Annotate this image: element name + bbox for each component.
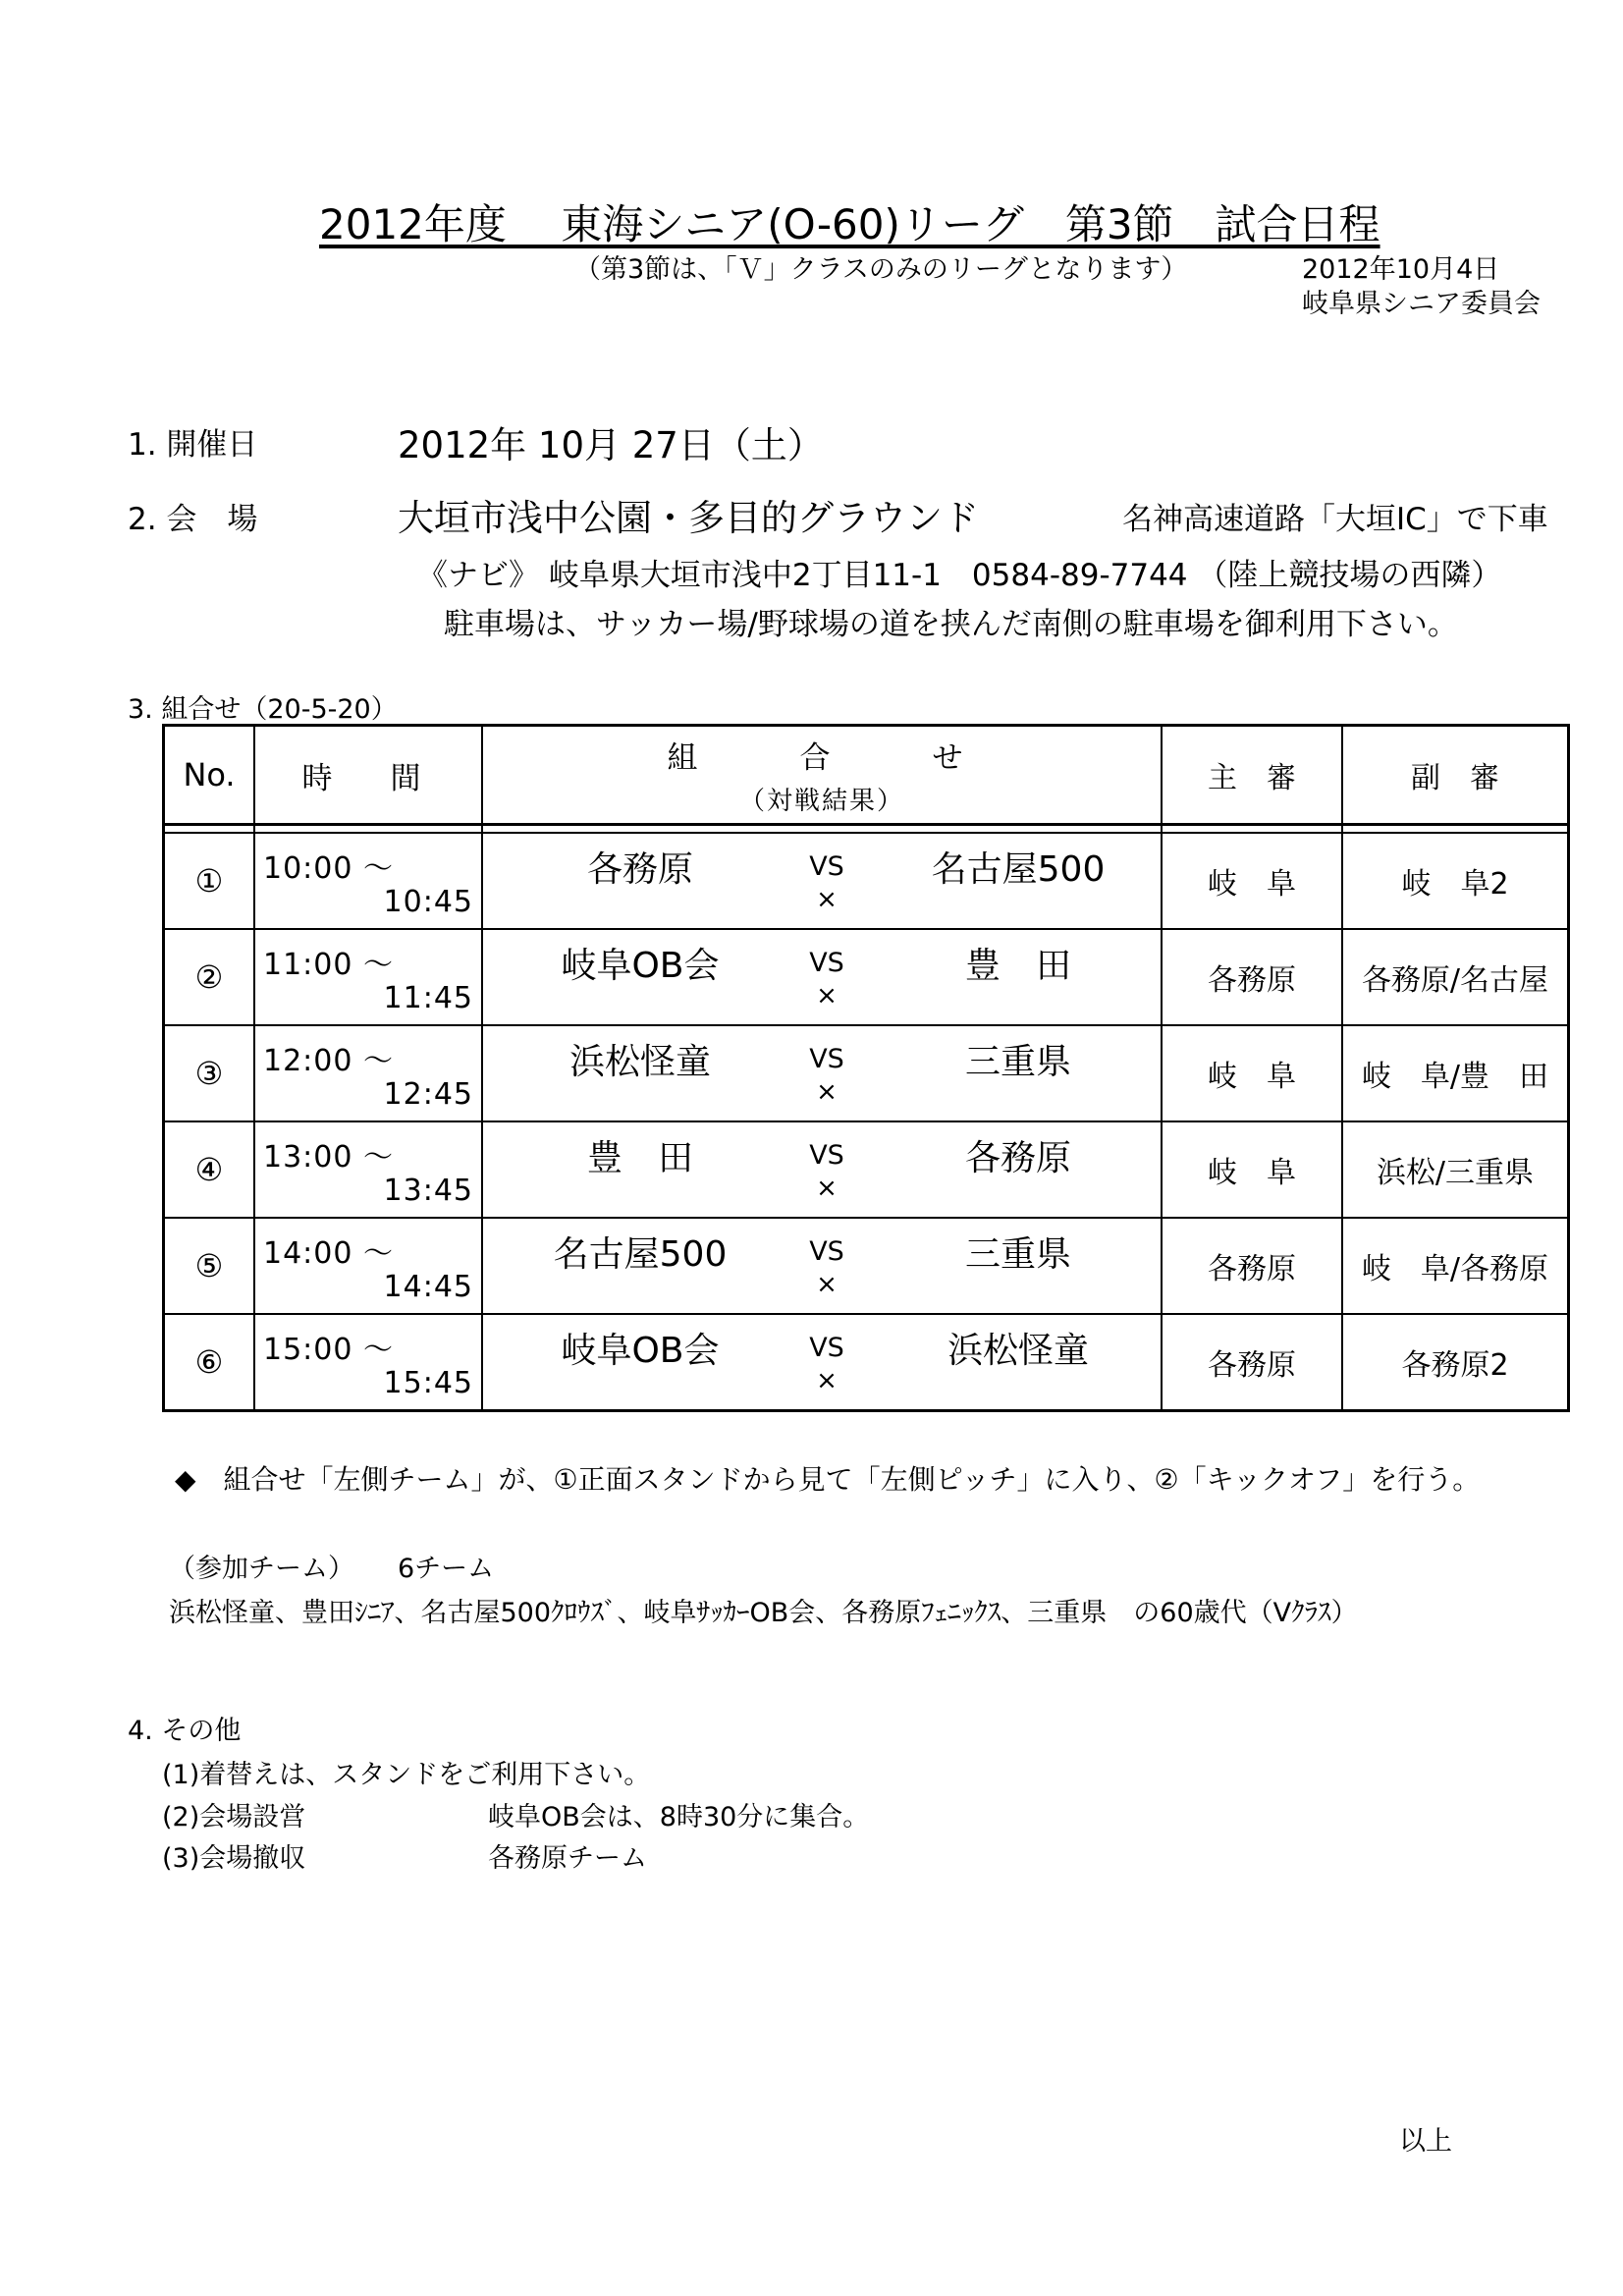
vs-label: VS <box>809 1140 844 1171</box>
home-team: 岐阜OB会 <box>561 946 720 986</box>
assistant-referee: 岐 阜/豊 田 <box>1342 1025 1569 1121</box>
venue-access: 名神高速道路「大垣IC」で下車 <box>1122 502 1548 537</box>
match-result: × <box>816 1270 838 1299</box>
start-time: 15:00 ～ <box>263 1333 394 1367</box>
start-time: 12:00 ～ <box>263 1044 394 1078</box>
end-time: 15:45 <box>383 1366 473 1400</box>
header-time <box>254 726 482 825</box>
header-match-sub: （対戦結果） <box>738 787 904 816</box>
match-cell <box>482 833 1162 929</box>
assistant-referee: 各務原/名古屋 <box>1342 929 1569 1025</box>
schedule-table <box>162 724 1570 1412</box>
venue-name: 大垣市浅中公園・多目的グラウンド <box>398 497 979 539</box>
parking-note: 駐車場は、サッカー場/野球場の道を挟んだ南側の駐車場を御利用下さい。 <box>444 607 1458 642</box>
referee: 岐 阜 <box>1162 1121 1342 1218</box>
match-cell <box>482 1025 1162 1121</box>
end-time: 11:45 <box>383 981 473 1015</box>
away-team: 名古屋500 <box>931 849 1106 890</box>
match-cell <box>482 1121 1162 1218</box>
vs-label: VS <box>809 851 844 882</box>
match-time <box>254 833 482 929</box>
match-no: ④ <box>164 1121 255 1218</box>
table-row <box>164 929 1569 1025</box>
vs-label: VS <box>809 948 844 978</box>
table-row <box>164 1121 1569 1218</box>
match-result: × <box>816 981 838 1011</box>
assistant-referee: 岐 阜2 <box>1342 833 1569 929</box>
table-row <box>164 833 1569 929</box>
table-row <box>164 1025 1569 1121</box>
home-team: 名古屋500 <box>553 1234 728 1275</box>
other-item-3-value: 各務原チーム <box>488 1843 647 1874</box>
kickoff-note: ◆ 組合せ「左側チーム」が、①正面スタンドから見て「左側ピッチ」に入り、②「キックオフ」を行う。 <box>175 1463 1481 1496</box>
match-result: × <box>816 1366 838 1395</box>
other-item-2-value: 岐阜OB会は、8時30分に集合。 <box>488 1802 870 1832</box>
match-time <box>254 1121 482 1218</box>
match-time <box>254 1314 482 1411</box>
other-item-1: (1)着替えは、スタンドをご利用下さい。 <box>162 1760 651 1790</box>
end-time: 12:45 <box>383 1077 473 1112</box>
match-no: ③ <box>164 1025 255 1121</box>
away-team: 豊 田 <box>964 946 1071 986</box>
match-time <box>254 1218 482 1314</box>
start-time: 14:00 ～ <box>263 1236 394 1271</box>
away-team: 三重県 <box>964 1234 1071 1275</box>
other-item-2-label: (2)会場設営 <box>162 1802 306 1832</box>
issue-date: 2012年10月4日 <box>1302 254 1500 285</box>
event-date: 2012年 10月 27日（土） <box>398 424 824 466</box>
vs-label: VS <box>809 1333 844 1363</box>
match-no: ① <box>164 833 255 929</box>
venue-navi: 《ナビ》 岐阜県大垣市浅中2丁目11-1 0584-89-7744 （陸上競技場の西隣） <box>417 558 1502 593</box>
match-cell <box>482 1218 1162 1314</box>
section1-label: 1. 開催日 <box>128 427 258 463</box>
home-team: 豊 田 <box>586 1138 693 1178</box>
match-cell <box>482 929 1162 1025</box>
vs-label: VS <box>809 1236 844 1267</box>
match-time <box>254 1025 482 1121</box>
header-match-label: 組 合 せ <box>667 740 977 776</box>
header-time-label: 時 間 <box>301 760 435 796</box>
end-time: 13:45 <box>383 1174 473 1208</box>
match-result: × <box>816 1077 838 1107</box>
home-team: 岐阜OB会 <box>561 1331 720 1371</box>
referee: 各務原 <box>1162 1218 1342 1314</box>
participants-count: 6チーム <box>398 1554 495 1584</box>
referee: 各務原 <box>1162 929 1342 1025</box>
section2-label: 2. 会 場 <box>128 502 258 537</box>
header-match <box>482 726 1162 825</box>
assistant-referee: 岐 阜/各務原 <box>1342 1218 1569 1314</box>
header-referee: 主 審 <box>1162 726 1342 825</box>
match-no: ⑤ <box>164 1218 255 1314</box>
section4-label: 4. その他 <box>128 1716 242 1746</box>
start-time: 13:00 ～ <box>263 1140 394 1175</box>
match-cell <box>482 1314 1162 1411</box>
assistant-referee: 各務原2 <box>1342 1314 1569 1411</box>
away-team: 浜松怪童 <box>947 1331 1089 1371</box>
table-row <box>164 1314 1569 1411</box>
away-team: 各務原 <box>964 1138 1071 1178</box>
start-time: 11:00 ～ <box>263 948 394 982</box>
header-no: No. <box>164 726 255 825</box>
home-team: 各務原 <box>586 849 693 890</box>
section3-label: 3. 組合せ（20-5-20） <box>128 694 398 725</box>
match-result: × <box>816 885 838 914</box>
end-time: 14:45 <box>383 1270 473 1304</box>
away-team: 三重県 <box>964 1042 1071 1082</box>
vs-label: VS <box>809 1044 844 1074</box>
referee: 岐 阜 <box>1162 833 1342 929</box>
end-time: 10:45 <box>383 885 473 919</box>
issuer: 岐阜県シニア委員会 <box>1302 289 1541 319</box>
other-item-3-label: (3)会場撤収 <box>162 1843 306 1874</box>
assistant-referee: 浜松/三重県 <box>1342 1121 1569 1218</box>
referee: 各務原 <box>1162 1314 1342 1411</box>
page-title: 2012年度 東海シニア(O-60)リーグ 第3節 試合日程 <box>319 200 1380 248</box>
referee: 岐 阜 <box>1162 1025 1342 1121</box>
participants-list: 浜松怪童、豊田ｼﾆｱ、名古屋500ｸﾛｳｽﾞ、岐阜ｻｯｶｰOB会、各務原ﾌｪﾆｯｸｽ、三重県 の60歳代（Vｸﾗｽ） <box>169 1598 1358 1628</box>
start-time: 10:00 ～ <box>263 851 394 886</box>
match-no: ② <box>164 929 255 1025</box>
header-assistant: 副 審 <box>1342 726 1569 825</box>
match-no: ⑥ <box>164 1314 255 1411</box>
home-team: 浜松怪童 <box>568 1042 711 1082</box>
table-row <box>164 1218 1569 1314</box>
participants-label: （参加チーム） <box>169 1554 354 1584</box>
match-result: × <box>816 1174 838 1203</box>
subtitle: （第3節は、「Ｖ」クラスのみのリーグとなります） <box>574 254 1188 285</box>
closing-mark: 以上 <box>1399 2126 1452 2157</box>
match-time <box>254 929 482 1025</box>
